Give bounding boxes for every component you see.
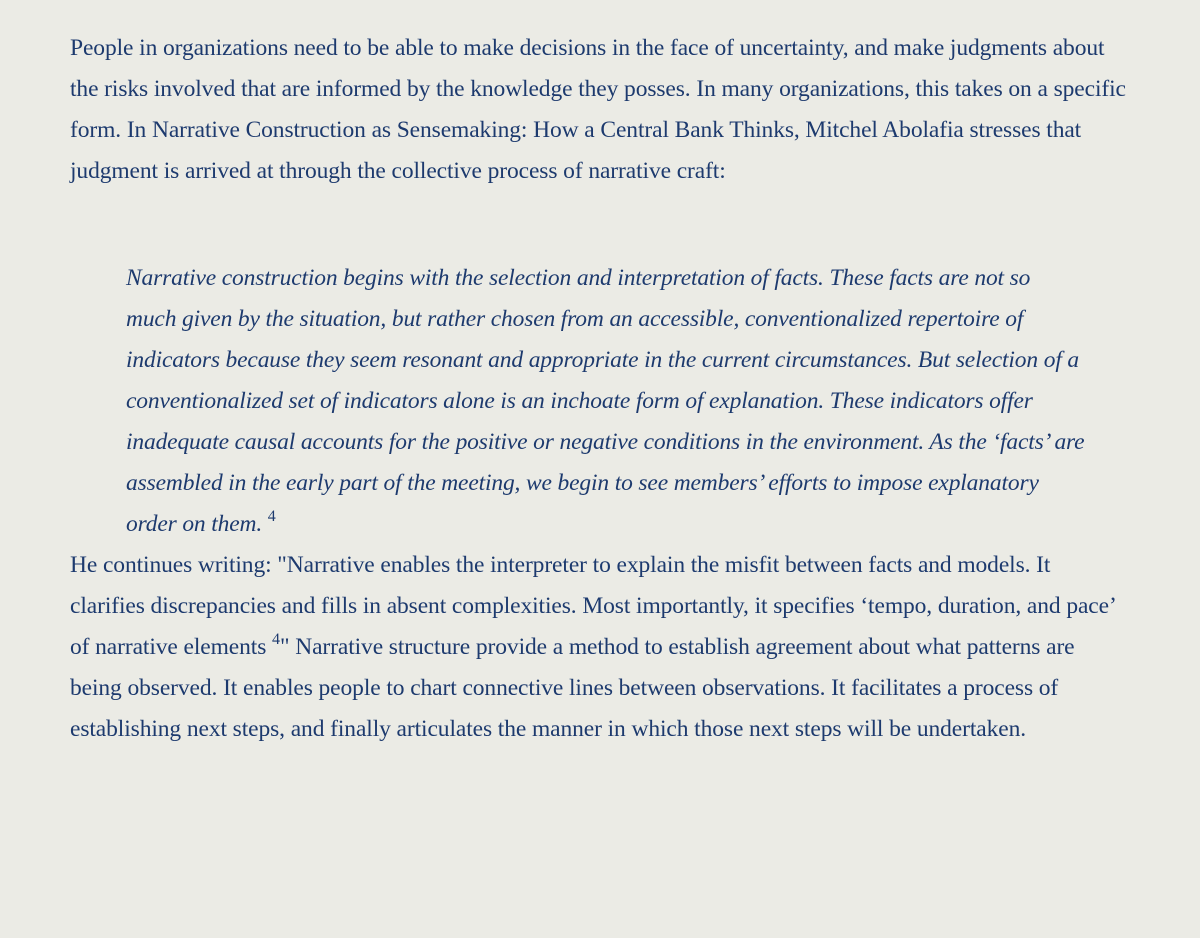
block-quote — [126, 258, 1086, 545]
continuation-text-start: He continues writing: "Narrative enables the interpreter to explain the misfit between facts and models. It clarifies discrepancies and fills in absent complexities. Most importantly, it specifies ‘tempo, duration, and pace’ of narrative elements — [70, 552, 1115, 660]
continuation-paragraph — [70, 545, 1130, 750]
footnote-marker[interactable]: 4 — [267, 508, 276, 525]
block-quote-text: Narrative construction begins with the selection and interpretation of facts. These facts are not so much given by the situation, but rather chosen from an accessible, conventionalized repertoire of indicators because they seem resonant and appropriate in the current circumstances. But selection of a conventionalized set of indicators alone is an inchoate form of explanation. These indicators offer inadequate causal accounts for the positive or negative conditions in the environment. As the ‘facts’ are assembled in the early part of the meeting, we begin to see members’ efforts to impose explanatory order on them. — [126, 265, 1085, 537]
continuation-text-end: " Narrative structure provide a method to establish agreement about what patterns are being observed. It enables people to chart connective lines between observations. It facilitates a process of establishing next steps, and finally articulates the manner in which those next steps will be undertaken. — [70, 634, 1075, 742]
footnote-marker[interactable]: 4 — [272, 631, 280, 648]
intro-paragraph: People in organizations need to be able to make decisions in the face of uncertainty, and make judgments about the risks involved that are informed by the knowledge they posses. In many organizations, this takes on a specific form. In Narrative Construction as Sensemaking: How a Central Bank Thinks, Mitchel Abolafia stresses that judgment is arrived at through the collective process of narrative craft: — [70, 35, 1126, 184]
